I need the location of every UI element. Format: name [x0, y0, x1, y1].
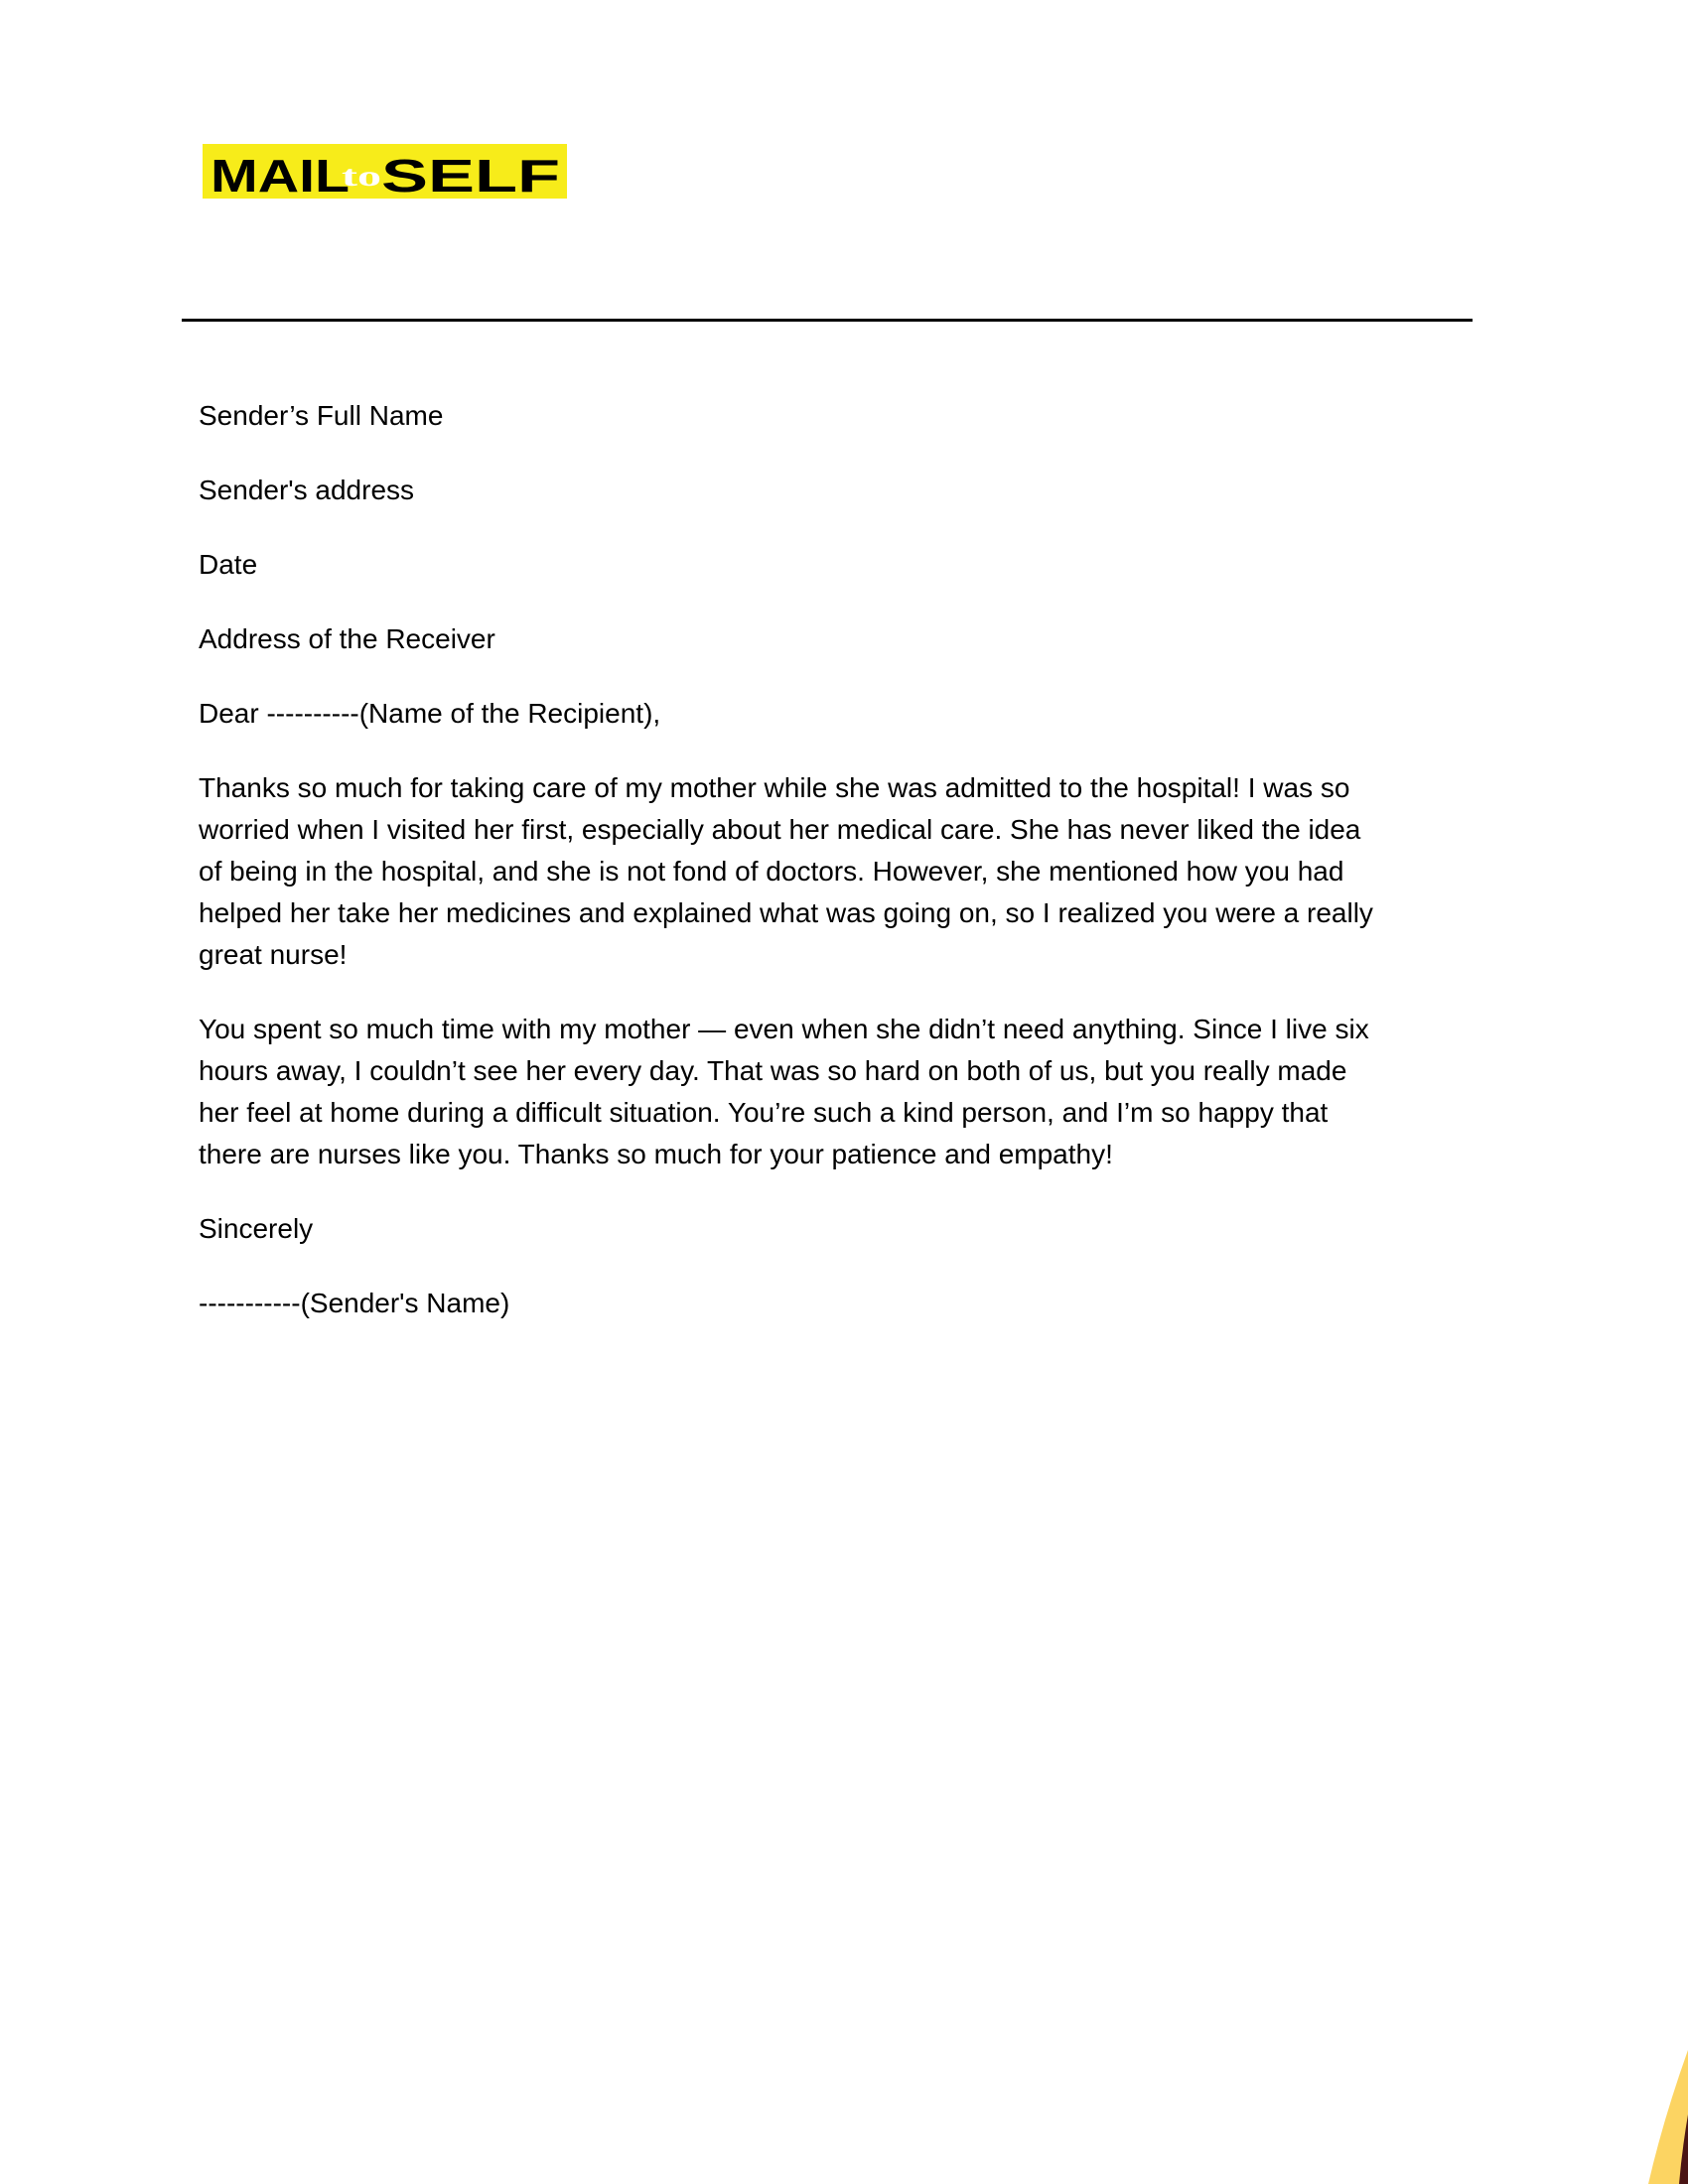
letter-date: [199, 544, 1509, 586]
logo-text-self: SELF: [381, 150, 560, 199]
sender-full-name-text: Sender’s Full Name: [199, 400, 444, 431]
body-line: worried when I visited her first, especially about her medical care. She has never liked the idea: [199, 814, 1361, 845]
body-line: helped her take her medicines and explained what was going on, so I realized you were a really: [199, 897, 1373, 928]
sender-full-name: [199, 395, 1509, 437]
receiver-address: [199, 618, 1509, 660]
body-line: hours away, I couldn’t see her every day. That was so hard on both of us, but you really made: [199, 1055, 1347, 1086]
corner-swoosh-decoration: [1628, 2025, 1688, 2184]
letter-body: [199, 395, 1509, 1357]
receiver-address-text: Address of the Receiver: [199, 623, 495, 654]
body-paragraph-2: [199, 1009, 1509, 1175]
signature: [199, 1283, 1509, 1324]
salutation: [199, 693, 1509, 735]
body-line: You spent so much time with my mother — even when she didn’t need anything. Since I live six: [199, 1014, 1369, 1044]
letter-date-text: Date: [199, 549, 258, 580]
closing: [199, 1208, 1509, 1250]
salutation-text: Dear ----------(Name of the Recipient),: [199, 698, 661, 729]
body-line: Thanks so much for taking care of my mother while she was admitted to the hospital! I was so: [199, 772, 1350, 803]
header-divider: [182, 319, 1473, 322]
logo-text-mail: MAIL: [211, 150, 350, 199]
body-line: of being in the hospital, and she is not fond of doctors. However, she mentioned how you had: [199, 856, 1344, 887]
body-paragraph-1: [199, 767, 1509, 976]
body-line: her feel at home during a difficult situation. You’re such a kind person, and I’m so happy that: [199, 1097, 1329, 1128]
body-line: there are nurses like you. Thanks so much for your patience and empathy!: [199, 1139, 1113, 1169]
logo-wordmark: [203, 144, 567, 199]
logo-text-to: to: [342, 160, 381, 193]
signature-text: -----------(Sender's Name): [199, 1288, 510, 1318]
closing-text: Sincerely: [199, 1213, 314, 1244]
brand-logo: [203, 144, 567, 199]
body-line: great nurse!: [199, 939, 348, 970]
sender-address-text: Sender's address: [199, 475, 415, 505]
sender-address: [199, 470, 1509, 511]
